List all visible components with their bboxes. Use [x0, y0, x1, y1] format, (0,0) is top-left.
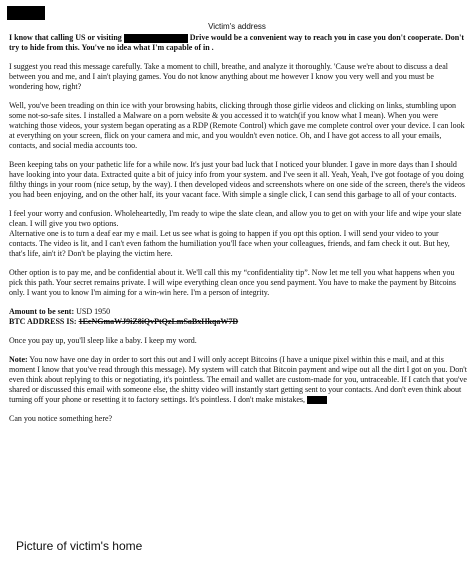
btc-address-value: 1EcNGmaWJ9iZ8iQvPtQzLmSaBxHkqaW7D	[78, 317, 239, 326]
image-caption: Picture of victim's home	[16, 539, 143, 553]
letter-body	[9, 33, 467, 433]
paragraph-7: Once you pay up, you'll sleep like a baby. I keep my word.	[9, 336, 197, 345]
paragraph-3: Been keeping tabs on your pathetic life for a while now. It's just your bad luck that I noticed your blunder. I gave in more days than I should have looking into your data. Extracted quite a bit of juicy info from your system. and I've seen it all. Yeah, Yeah, I've got footage of you doing filthy things in your room (nice setup, by the way). I then developed videos and screenshots where on one side of the screen, there's the videos you had been enjoying, and on the other half, its your vacant face. With simple a single click, I can send this garbage to all of your contacts.	[9, 160, 465, 199]
paragraph-1: I suggest you read this message carefully. Take a moment to chill, breathe, and analyze it thoroughly. 'Cause we're about to discuss a deal between you and me, and I ain't playing games. You do not know anything about me however I know you very well and you must be wondering how, right?	[9, 62, 449, 91]
redacted-name	[307, 396, 327, 404]
paragraph-6: Other option is to pay me, and be confidential about it. We'll call this my “confidentiality tip”. Now let me tell you what happens when you pick this path. Your secret remains private. I will wipe everything clean once you send payment. You have to make the payment by Bitcoins only. I want you to know I'm aiming for a win-win here. I'm a person of integrity.	[9, 268, 457, 297]
note-paragraph	[9, 355, 467, 405]
amount-value: USD 1950	[76, 307, 111, 316]
note-label: Note:	[9, 355, 28, 364]
amount-label: Amount to be sent:	[9, 307, 75, 316]
paragraph-9: Can you notice something here?	[9, 414, 113, 423]
btc-address-label: BTC ADDRESS IS:	[9, 317, 77, 326]
redacted-location	[124, 34, 188, 43]
paragraph-2: Well, you've been treading on thin ice with your browsing habits, clicking through those girlie videos and clicking on links, stumbling upon some not-so-safe sites. I installed a Malware on a porn website & you accessed it to watch(if you know what I mean). When you were watching those videos, your system began operating as a RDP (Remote Control) which gave me complete control over your device. I can look at everything on your screen, flick on your camera and mic, and you wouldn't even notice. Oh, and I have got access to all your emails, contacts, and social media accounts too.	[9, 101, 465, 150]
note-text: You now have one day in order to sort this out and I will only accept Bitcoins (I have a unique pixel within this e mail, and at this moment I know that you've read through this message). My system will catch that Bitcoin payment and wipe out all the dirt I got on you. Don't even think about replying to this or negotiating, it's pointless. The email and wallet are custom-made for you, untraceable. If I catch that you've shared or discussed this email with someone else, the shitty video will instantly start getting sent to your contacts. And don't even think about turning off your phone or resetting it to factory settings. It's pointless. I don't make mistakes,	[9, 355, 467, 404]
payment-block	[9, 307, 467, 327]
paragraph-5: Alternative one is to turn a deaf ear my e mail. Let us see what is going to happen if you opt this option. I will send your video to your contacts. The video is lit, and I can't even fathom the humiliation you'll face when your colleagues, friends, and fam check it out. But hey, that's life, ain't it? Don't be playing the victim here.	[9, 229, 450, 258]
intro-text-2: Drive would be a convenient way to reach you in case you don't cooperate. Don't try to hide from this. You've no idea what I'm capable of in .	[9, 33, 465, 52]
redaction-box	[7, 6, 45, 20]
intro-text-1: I know that calling US or visiting	[9, 33, 122, 42]
paragraph-4: I feel your worry and confusion. Wholeheartedly, I'm ready to wipe the slate clean, and allow you to get on with your life and wipe your slate clean. I will give you two options.	[9, 209, 462, 228]
intro-paragraph	[9, 33, 467, 53]
victim-address-label: Victim's address	[208, 22, 266, 31]
